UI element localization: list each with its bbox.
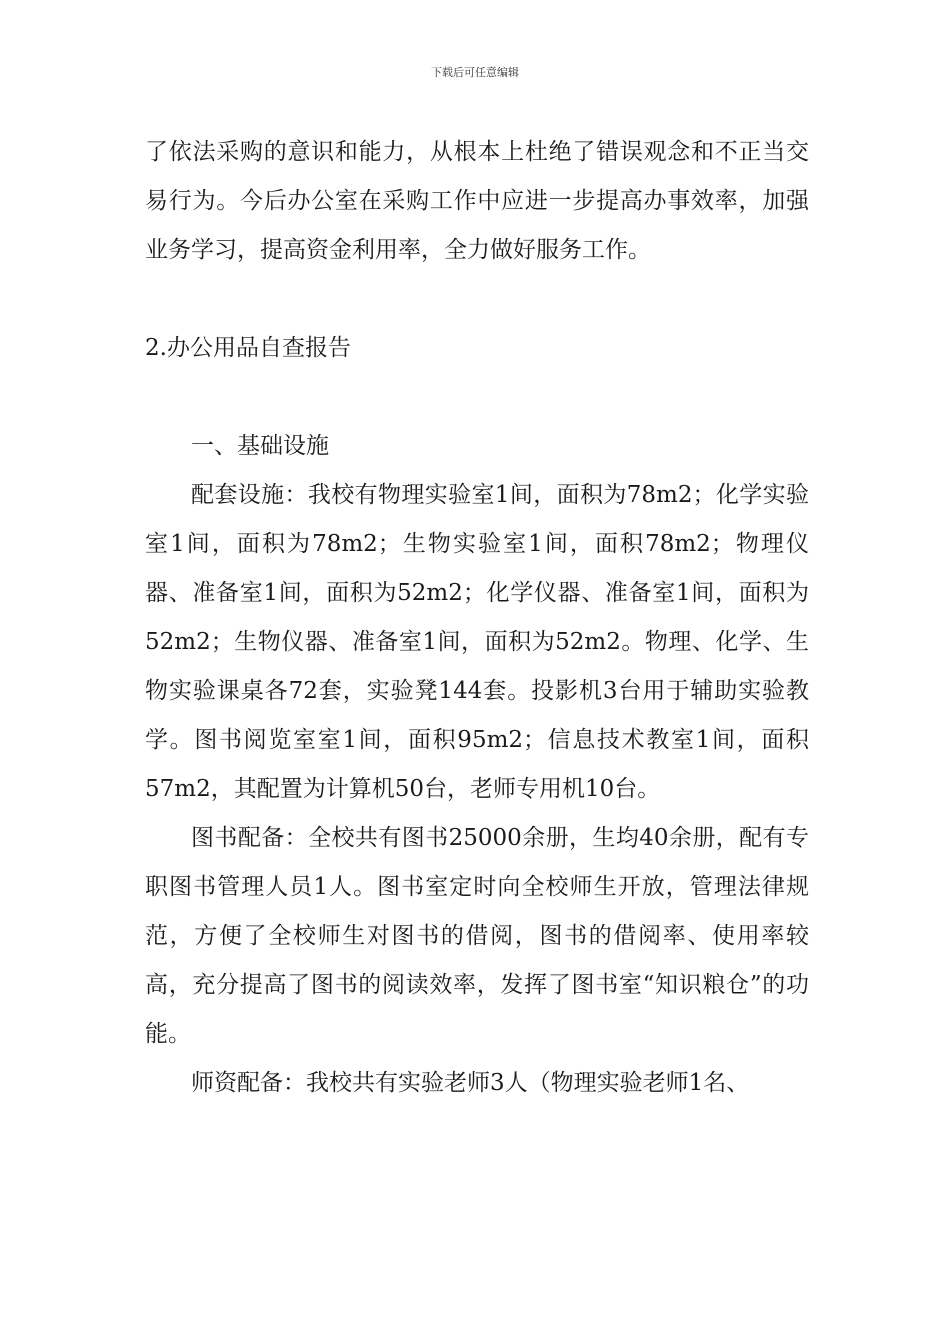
section-heading-self-inspection-report: 2.办公用品自查报告 bbox=[145, 335, 351, 361]
paragraph-supporting-facilities: 配套设施：我校有物理实验室1间，面积为78m2；化学实验室1间，面积为78m2；生物实验室1间，面积78m2；物理仪器、准备室1间，面积为52m2；化学仪器、准备室1间，面积为52m2；生物仪器、准备室1间，面积为52m2。物理、化学、生物实验课桌各72套，实验凳144套。投影机3台用于辅助实验教学。图书阅览室室1间，面积95m2；信息技术教室1间，面积57m2，其配置为计算机50台，老师专用机10台。 bbox=[145, 482, 809, 802]
paragraph-library-resources: 图书配备：全校共有图书25000余册，生均40余册，配有专职图书管理人员1人。图书室定时向全校师生开放，管理法律规范，方便了全校师生对图书的借阅，图书的借阅率、使用率较高，充分提高了图书的阅读效率，发挥了图书室“知识粮仓”的功能。 bbox=[145, 825, 809, 1047]
document-body bbox=[145, 128, 809, 1108]
paragraph-teaching-staff: 师资配备：我校共有实验老师3人（物理实验老师1名、 bbox=[191, 1070, 750, 1096]
page-header-note: 下载后可任意编辑 bbox=[431, 66, 519, 79]
subheading-infrastructure: 一、基础设施 bbox=[191, 433, 329, 459]
paragraph-procurement-conclusion: 了依法采购的意识和能力，从根本上杜绝了错误观念和不正当交易行为。今后办公室在采购工作中应进一步提高办事效率，加强业务学习，提高资金利用率，全力做好服务工作。 bbox=[145, 139, 809, 263]
